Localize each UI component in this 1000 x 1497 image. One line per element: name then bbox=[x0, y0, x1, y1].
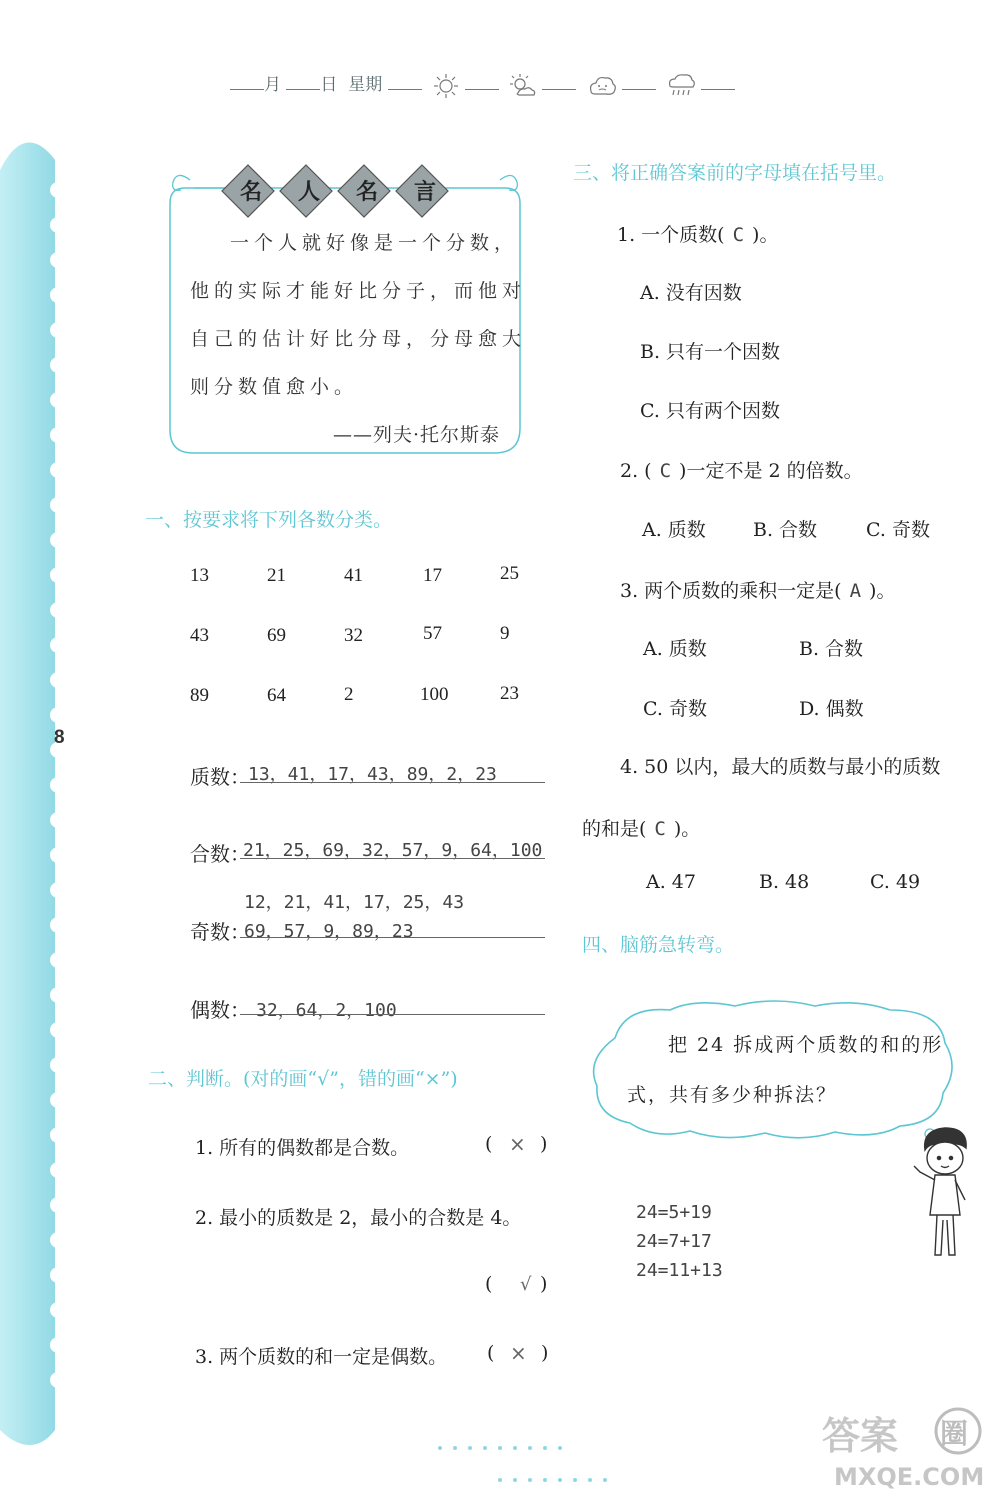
composite-label: 合数： bbox=[190, 842, 250, 866]
grid-number: 25 bbox=[500, 563, 519, 584]
odd-answer-line1: 12，21，41，17，25，43 bbox=[244, 892, 465, 913]
judge-mark: √ bbox=[520, 1274, 532, 1295]
q4-line1-wrap bbox=[620, 752, 972, 779]
q1-text: 1. 一个质数( bbox=[617, 224, 725, 246]
riddle-line: 式，共有多少种拆法？ bbox=[627, 1084, 838, 1106]
q4-text2: 的和是( bbox=[582, 818, 647, 840]
grid-number: 32 bbox=[344, 625, 363, 646]
grid-number: 23 bbox=[500, 683, 519, 704]
weekday-label: 星期 bbox=[348, 75, 383, 95]
q4-option: B. 48 bbox=[759, 871, 810, 893]
quote-line: 则分数值愈小。 bbox=[190, 376, 359, 398]
grid-number: 2 bbox=[344, 684, 354, 705]
q3-option: D. 偶数 bbox=[799, 698, 864, 720]
judge-item-3: 3. 两个质数的和一定是偶数。 bbox=[195, 1346, 448, 1368]
grid-number: 21 bbox=[267, 565, 286, 586]
watermark-icon bbox=[818, 1405, 988, 1491]
judge-paren-open: ( bbox=[485, 1273, 493, 1295]
judge-paren-open: ( bbox=[487, 1342, 495, 1364]
page-number: 8 bbox=[54, 727, 65, 748]
quote-line: 他的实际才能好比分子，而他对 bbox=[190, 280, 527, 302]
decorative-border-strip bbox=[0, 130, 70, 1450]
q1-answer: C bbox=[732, 224, 745, 246]
q3-option: A. 质数 bbox=[643, 638, 707, 660]
choice-q4 bbox=[582, 814, 700, 841]
q4-text: 4. 50 以内，最大的质数与最小的质数 bbox=[620, 756, 941, 778]
q1-option: B. 只有一个因数 bbox=[640, 341, 781, 363]
even-answer: 32，64，2，100 bbox=[256, 1000, 397, 1021]
grid-number: 41 bbox=[344, 565, 363, 586]
rainy-icon bbox=[665, 73, 697, 99]
quote-title-char: 言 bbox=[414, 179, 437, 205]
answer-line bbox=[240, 937, 545, 938]
quote-title bbox=[222, 168, 457, 214]
quote-line: 自己的估计好比分母，分母愈大 bbox=[190, 328, 527, 350]
svg-text:圈: 圈 bbox=[940, 1417, 969, 1450]
choice-q2 bbox=[620, 456, 863, 483]
judge-mark: × bbox=[509, 1132, 526, 1156]
answer-line bbox=[240, 1014, 545, 1015]
riddle-answer: 24=7+17 bbox=[636, 1231, 712, 1252]
judge-paren-open: ( bbox=[485, 1133, 493, 1155]
day-label: 日 bbox=[320, 75, 338, 95]
section2-title: 二、判断。(对的画“√”，错的画“×”) bbox=[148, 1068, 458, 1090]
judge-item-2: 2. 最小的质数是 2，最小的合数是 4。 bbox=[195, 1207, 522, 1229]
month-label: 月 bbox=[264, 75, 281, 95]
watermark-logo bbox=[818, 1405, 988, 1491]
odd-answer: 69，57，9，89，23 bbox=[244, 921, 414, 942]
q4-option: A. 47 bbox=[646, 871, 696, 893]
grid-number: 13 bbox=[190, 565, 209, 586]
q4-answer: C bbox=[654, 818, 666, 840]
q3-option: C. 奇数 bbox=[643, 698, 707, 720]
q1-option: A. 没有因数 bbox=[640, 282, 742, 304]
date-header bbox=[230, 70, 735, 99]
quote-title-char: 名 bbox=[240, 179, 263, 205]
answer-line bbox=[240, 782, 545, 783]
grid-number: 64 bbox=[267, 685, 286, 706]
grid-number: 17 bbox=[423, 565, 442, 586]
section4-title: 四、脑筋急转弯。 bbox=[582, 934, 735, 956]
partly-sunny-icon bbox=[508, 73, 538, 99]
judge-paren-close: ) bbox=[541, 1342, 549, 1364]
quote-title-char: 人 bbox=[298, 179, 321, 205]
even-label: 偶数： bbox=[190, 998, 250, 1022]
section1-title: 一、按要求将下列各数分类。 bbox=[145, 509, 393, 531]
grid-number: 100 bbox=[420, 684, 449, 705]
answer-line bbox=[240, 858, 545, 859]
quote-author: ——列夫·托尔斯泰 bbox=[333, 424, 501, 446]
riddle-answer: 24=11+13 bbox=[636, 1260, 723, 1281]
q2-answer: C bbox=[659, 460, 672, 482]
riddle-line: 把 24 拆成两个质数的和的形 bbox=[668, 1034, 944, 1056]
cloudy-icon bbox=[586, 73, 618, 99]
cartoon-child-illustration bbox=[910, 1120, 980, 1270]
odd-label: 奇数： bbox=[190, 920, 250, 944]
q4-close: )。 bbox=[673, 818, 701, 840]
thought-cloud bbox=[585, 998, 960, 1143]
q3-answer: A bbox=[849, 580, 862, 602]
q1-close: )。 bbox=[752, 224, 779, 246]
grid-number: 69 bbox=[267, 625, 286, 646]
composite-answer: 21，25，69，32，57，9，64，100 bbox=[243, 840, 543, 861]
quote-line: 一个人就好像是一个分数， bbox=[230, 232, 519, 254]
judge-mark: × bbox=[510, 1341, 527, 1365]
grid-number: 89 bbox=[190, 685, 209, 706]
grid-number: 43 bbox=[190, 625, 209, 646]
dotted-decoration bbox=[430, 1440, 620, 1490]
prime-answer: 13，41，17，43，89，2，23 bbox=[248, 764, 497, 785]
grid-number: 57 bbox=[423, 623, 442, 644]
q3-text: 3. 两个质数的乘积一定是( bbox=[620, 580, 842, 602]
quote-title-char: 名 bbox=[356, 179, 379, 205]
q3-option: B. 合数 bbox=[799, 638, 864, 660]
q2-option: A. 质数 bbox=[642, 519, 706, 541]
choice-q3 bbox=[620, 576, 895, 603]
q2-option: C. 奇数 bbox=[866, 519, 930, 541]
grid-number: 9 bbox=[500, 623, 510, 644]
prime-label: 质数： bbox=[190, 765, 250, 789]
q2-rest: )一定不是 2 的倍数。 bbox=[679, 460, 863, 482]
sunny-icon bbox=[431, 73, 461, 99]
section3-title: 三、将正确答案前的字母填在括号里。 bbox=[573, 162, 897, 184]
judge-item-1: 1. 所有的偶数都是合数。 bbox=[195, 1137, 410, 1159]
q4-option: C. 49 bbox=[870, 871, 921, 893]
svg-text:答案: 答案 bbox=[822, 1414, 899, 1458]
riddle-answer: 24=5+19 bbox=[636, 1202, 712, 1223]
choice-q1 bbox=[617, 220, 778, 247]
q3-close: )。 bbox=[869, 580, 896, 602]
q1-option: C. 只有两个因数 bbox=[640, 400, 780, 422]
svg-text:MXQE.COM: MXQE.COM bbox=[834, 1463, 985, 1491]
q2-option: B. 合数 bbox=[753, 519, 818, 541]
judge-paren-close: ) bbox=[540, 1133, 548, 1155]
q2-text: 2. ( bbox=[620, 460, 652, 482]
judge-paren-close: ) bbox=[540, 1273, 548, 1295]
